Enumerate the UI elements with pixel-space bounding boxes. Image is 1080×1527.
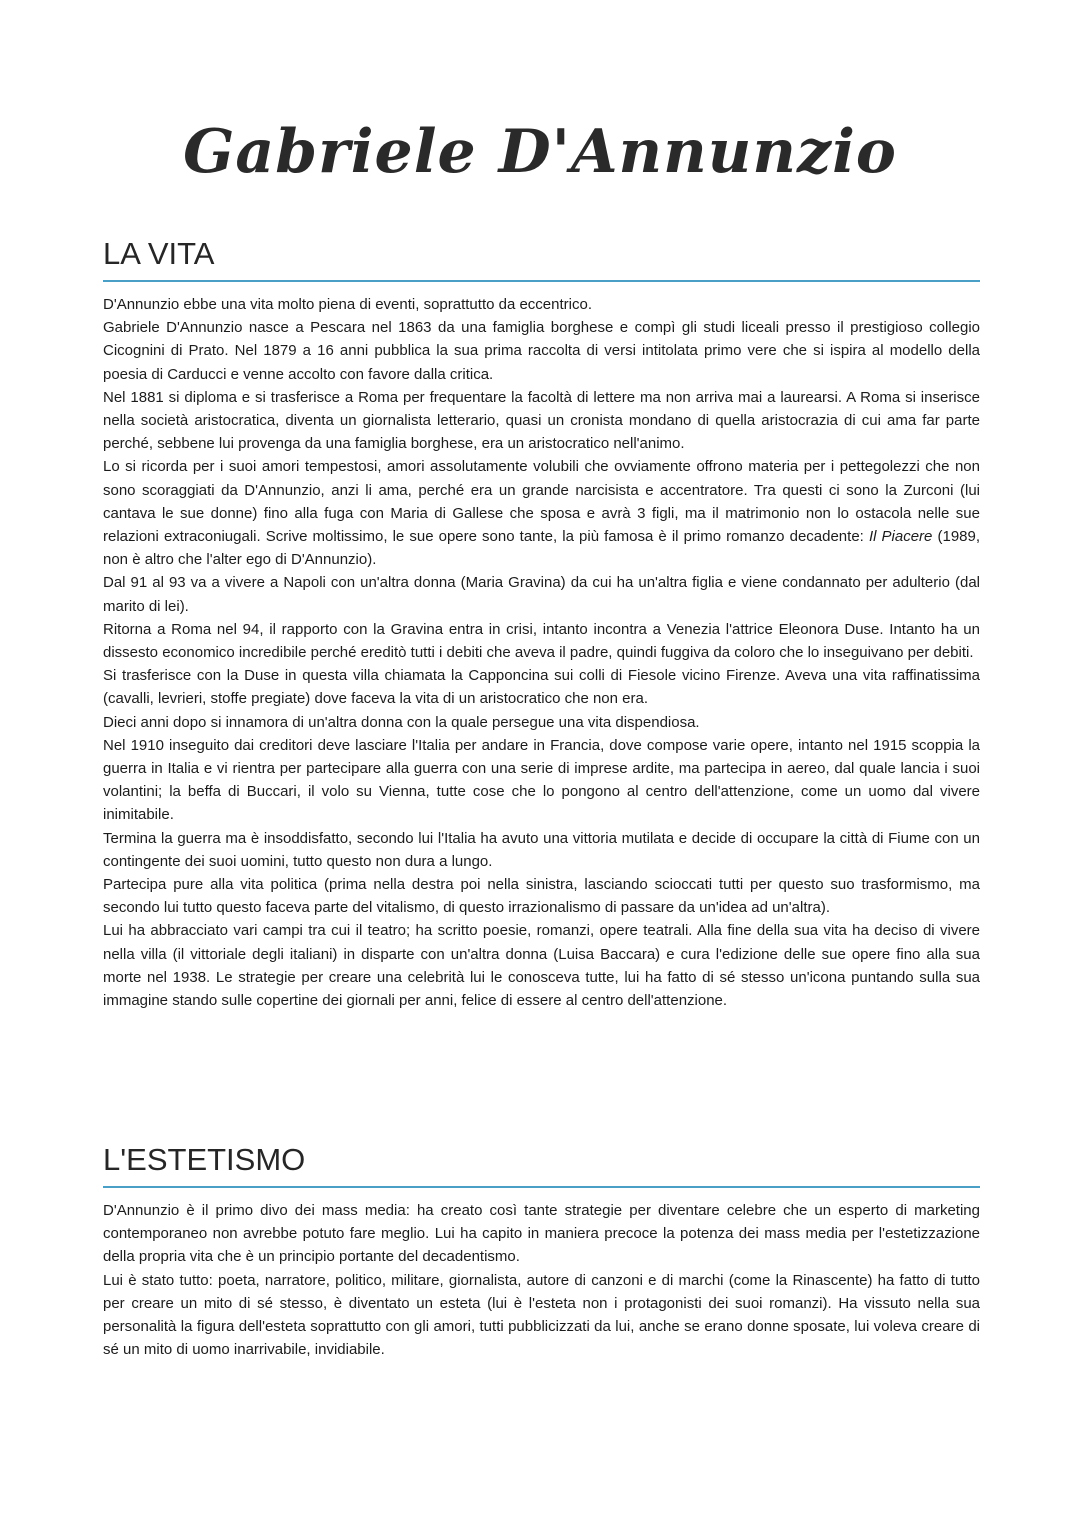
paragraph-text: (1989, non è altro che l'alter ego di D'Annunzio). [103, 528, 981, 569]
paragraph: D'Annunzio ebbe una vita molto piena di eventi, soprattutto da eccentrico. [103, 296, 593, 313]
book-title-il-piacere: Il Piacere [868, 528, 933, 546]
section-heading-la-vita: LA VITA [103, 236, 215, 271]
paragraph: Nel 1881 si diploma e si trasferisce a Roma per frequentare la facoltà di lettere ma non arriva mai a laurearsi. A Roma si inserisce nella società aristocratica, diventa un giornalista letterario, quasi un cronista mondano di quella aristocrazia di cui ama far parte perché, sebbene lui provenga da una famiglia borghese, era un aristocratico nell'animo. [103, 388, 980, 453]
paragraph: Si trasferisce con la Duse in questa villa chiamata la Capponcina sui colli di Fiesole vicino Firenze. Aveva una vita raffinatissima (cavalli, levrieri, stoffe pregiate) dove faceva la vita di un aristocratico che non era. [103, 667, 980, 708]
paragraph: Gabriele D'Annunzio nasce a Pescara nel 1863 da una famiglia borghese e compì gli studi liceali presso il prestigioso collegio Cicognini di Prato. Nel 1879 a 16 anni pubblica la sua prima raccolta di versi intitolata primo vere che si ispira al modello della poesia di Carducci e venne accolto con favore dalla critica. [103, 319, 980, 383]
section-estetismo [103, 1140, 980, 1361]
paragraph-text: Lo si ricorda per i suoi amori tempestosi, amori assolutamente volubili che ovviamente offrono materia per i pettegolezzi che non sono scoraggiati da D'Annunzio, anzi li ama, perché era un grande narcisista e accentratore. Tra questi ci sono la Zurconi (lui cantava le sue donne) fino alla fuga con Maria di Gallese che sposa e avrà 3 figli, ma il matrimonio non lo ostacola nelle sue relazioni extraconiugali. Scrive moltissimo, le sue opere sono tante, la più famosa è il primo romanzo decadente: [103, 458, 980, 546]
section-divider [103, 1186, 980, 1188]
paragraph: Lui è stato tutto: poeta, narratore, politico, militare, giornalista, autore di canzoni e di marchi (come la Rinascente) ha fatto di tutto per creare un mito di sé stesso, è diventato un esteta (lui è l'esteta non i protagonisti dei suoi romanzi). Ha vissuto nella sua personalità la figura dell'esteta soprattutto con gli amori, tutti pubblicizzati da lui, anche se erano donne sposate, lui voleva creare di sé un mito di uomo inarrivabile, invidiabile. [103, 1271, 980, 1359]
paragraph: D'Annunzio è il primo divo dei mass media: ha creato così tante strategie per diventare celebre che un esperto di marketing contemporaneo non avrebbe potuto fare meglio. Lui ha capito in maniera precoce la potenza dei mass media per l'estetizzazione della propria vita che è un principio portante del decadentismo. [103, 1202, 980, 1266]
section-heading-estetismo: L'ESTETISMO [103, 1142, 306, 1177]
paragraph [103, 455, 980, 571]
section-la-vita [103, 234, 980, 1012]
document-title: Gabriele D'Annunzio [183, 117, 897, 187]
paragraph: Dieci anni dopo si innamora di un'altra donna con la quale persegue una vita dispendiosa. [103, 713, 700, 731]
paragraph: Ritorna a Roma nel 94, il rapporto con la Gravina entra in crisi, intanto incontra a Venezia l'attrice Eleonora Duse. Intanto ha un dissesto economico incredibile perché ereditò tutti i debiti che aveva il padre, quindi fuggiva da coloro che lo inseguivano per debiti. [103, 620, 980, 662]
paragraph: Lui ha abbracciato vari campi tra cui il teatro; ha scritto poesie, romanzi, opere teatrali. Alla fine della sua vita ha deciso di vivere nella villa (il vittoriale degli italiani) in disparte con un'altra donna (Luisa Baccara) e cura l'edizione delle sue opere fino alla sua morte nel 1938. Le strategie per creare una celebrità lui le conosceva tutte, lui ha fatto di sé stesso un'icona puntando sulla sua immagine stando sulle copertine dei giornali per anni, felice di essere al centro dell'attenzione. [103, 922, 980, 1010]
paragraph: Nel 1910 inseguito dai creditori deve lasciare l'Italia per andare in Francia, dove compose varie opere, intanto nel 1915 scoppia la guerra in Italia e vi rientra per partecipare alla guerra con una serie di imprese ardite, ma partecipa in aereo, dal quale lancia i suoi volantini; la beffa di Buccari, il volo su Vienna, tutte cose che lo pongono al centro dell'attenzione, come un uomo dal vivere inimitabile. [103, 736, 980, 824]
section-divider [103, 280, 980, 282]
paragraph: Partecipa pure alla vita politica (prima nella destra poi nella sinistra, lasciando scioccati tutti per questo suo trasformismo, ma secondo lui tutto questo faceva parte del vitalismo, di questo irrazionalismo di passare da un'idea ad un'altra). [103, 876, 980, 917]
paragraph: Termina la guerra ma è insoddisfatto, secondo lui l'Italia ha avuto una vittoria mutilata e decide di occupare la città di Fiume con un contingente dei suoi uomini, tutto questo non dura a lungo. [103, 829, 980, 870]
paragraph: Dal 91 al 93 va a vivere a Napoli con un'altra donna (Maria Gravina) da cui ha un'altra figlia e viene condannato per adulterio (dal marito di lei). [103, 574, 980, 615]
